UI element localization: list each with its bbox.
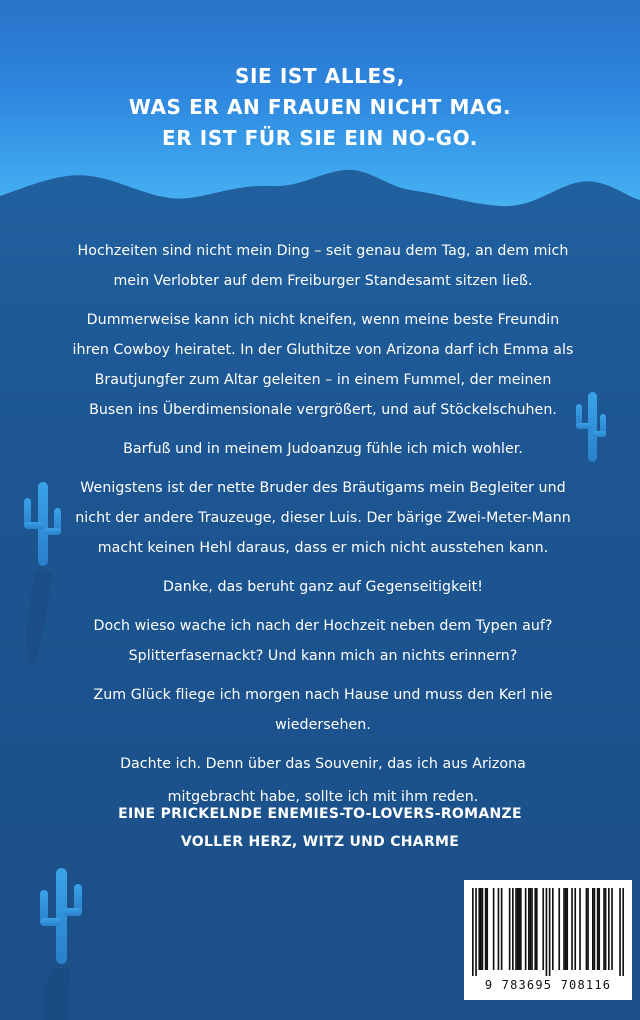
barcode-bar — [586, 888, 588, 970]
barcode-bar — [565, 888, 567, 970]
barcode-bar — [608, 888, 610, 970]
tagline-line-2: VOLLER HERZ, WITZ UND CHARME — [180, 834, 460, 850]
barcode-bar — [531, 888, 533, 970]
barcode-bar — [563, 888, 565, 970]
barcode-bar — [482, 888, 484, 970]
barcode-bar — [493, 888, 495, 970]
headline-line-2: WAS ER AN FRAUEN NICHT MAG. — [128, 95, 512, 119]
barcode-bar — [605, 888, 607, 970]
barcode-bar — [536, 888, 538, 970]
barcode-bar — [571, 888, 573, 970]
headline-line-3: ER IST FÜR SIE EIN NO-GO. — [161, 126, 478, 150]
barcode-bar — [520, 888, 522, 970]
blurb-text — [72, 236, 574, 821]
barcode-bar — [472, 888, 474, 976]
isbn-barcode — [464, 880, 632, 1000]
barcode-bar — [515, 888, 517, 970]
barcode-bar — [534, 888, 536, 970]
barcode-bar — [498, 888, 500, 970]
barcode-bar — [594, 888, 596, 970]
headline-line-1: SIE IST ALLES, — [235, 64, 405, 88]
barcode-bar — [542, 888, 544, 970]
blurb-paragraph: Dummerweise kann ich nicht kneifen, wenn meine beste Freundin ihren Cowboy heiratet. In der Gluthitze von Arizona darf ich Emma als Brautjungfer zum Altar geleiten – in einem Fummel, der meinen Busen ins Überdimensionale vergrößert, und auf Stöckelschuhen. — [72, 312, 574, 418]
barcode-bar — [574, 888, 576, 970]
barcode-bar — [525, 888, 527, 970]
barcode-bar — [592, 888, 594, 970]
barcode-bar — [619, 888, 621, 976]
blurb-paragraph: Doch wieso wache ich nach der Hochzeit neben dem Typen auf? Splitterfasernackt? Und kann mich an nichts erinnern? — [93, 618, 553, 664]
barcode-bar — [552, 888, 554, 970]
barcode-bar — [549, 888, 551, 976]
blurb-paragraph: Wenigstens ist der nette Bruder des Bräutigams mein Begleiter und nicht der andere Trauzeuge, dieser Luis. Der bärige Zwei-Meter-Mann macht keinen Hehl daraus, dass er mich nicht ausstehen kann. — [75, 480, 571, 556]
tagline-line-1: EINE PRICKELNDE ENEMIES-TO-LOVERS-ROMANZE — [118, 806, 522, 822]
barcode-bar — [517, 888, 519, 970]
barcode-bar — [566, 888, 568, 970]
barcode — [472, 888, 624, 976]
barcode-bar — [518, 888, 520, 970]
barcode-bar — [603, 888, 605, 970]
barcode-bar — [501, 888, 503, 970]
blurb-paragraph: mitgebracht habe, sollte ich mit ihm reden. — [167, 789, 479, 805]
barcode-bar — [528, 888, 530, 970]
blurb-paragraph: Danke, das beruht ganz auf Gegenseitigkeit! — [163, 579, 483, 595]
barcode-bar — [546, 888, 548, 976]
barcode-bar — [597, 888, 599, 970]
barcode-bar — [512, 888, 514, 970]
barcode-bar — [478, 888, 480, 970]
blurb-paragraph: Dachte ich. Denn über das Souvenir, das ich aus Arizona — [120, 756, 526, 772]
barcode-bar — [579, 888, 581, 970]
barcode-bar — [475, 888, 477, 976]
barcode-bar — [530, 888, 532, 970]
barcode-bar — [587, 888, 589, 970]
barcode-bar — [611, 888, 613, 970]
barcode-bar — [480, 888, 482, 970]
barcode-bar — [509, 888, 511, 970]
blurb-paragraph: Barfuß und in meinem Judoanzug fühle ich mich wohler. — [123, 441, 523, 457]
barcode-bar — [558, 888, 560, 970]
barcode-bar — [486, 888, 488, 970]
barcode-bar — [485, 888, 487, 970]
barcode-bar — [598, 888, 600, 970]
isbn-number: 9 783695 708116 — [484, 978, 612, 992]
barcode-bar — [622, 888, 624, 976]
blurb-paragraph: Zum Glück fliege ich morgen nach Hause und muss den Kerl nie wiedersehen. — [93, 687, 553, 733]
blurb-paragraph: Hochzeiten sind nicht mein Ding – seit genau dem Tag, an dem mich mein Verlobter auf dem Freiburger Standesamt sitzen ließ. — [77, 243, 569, 289]
